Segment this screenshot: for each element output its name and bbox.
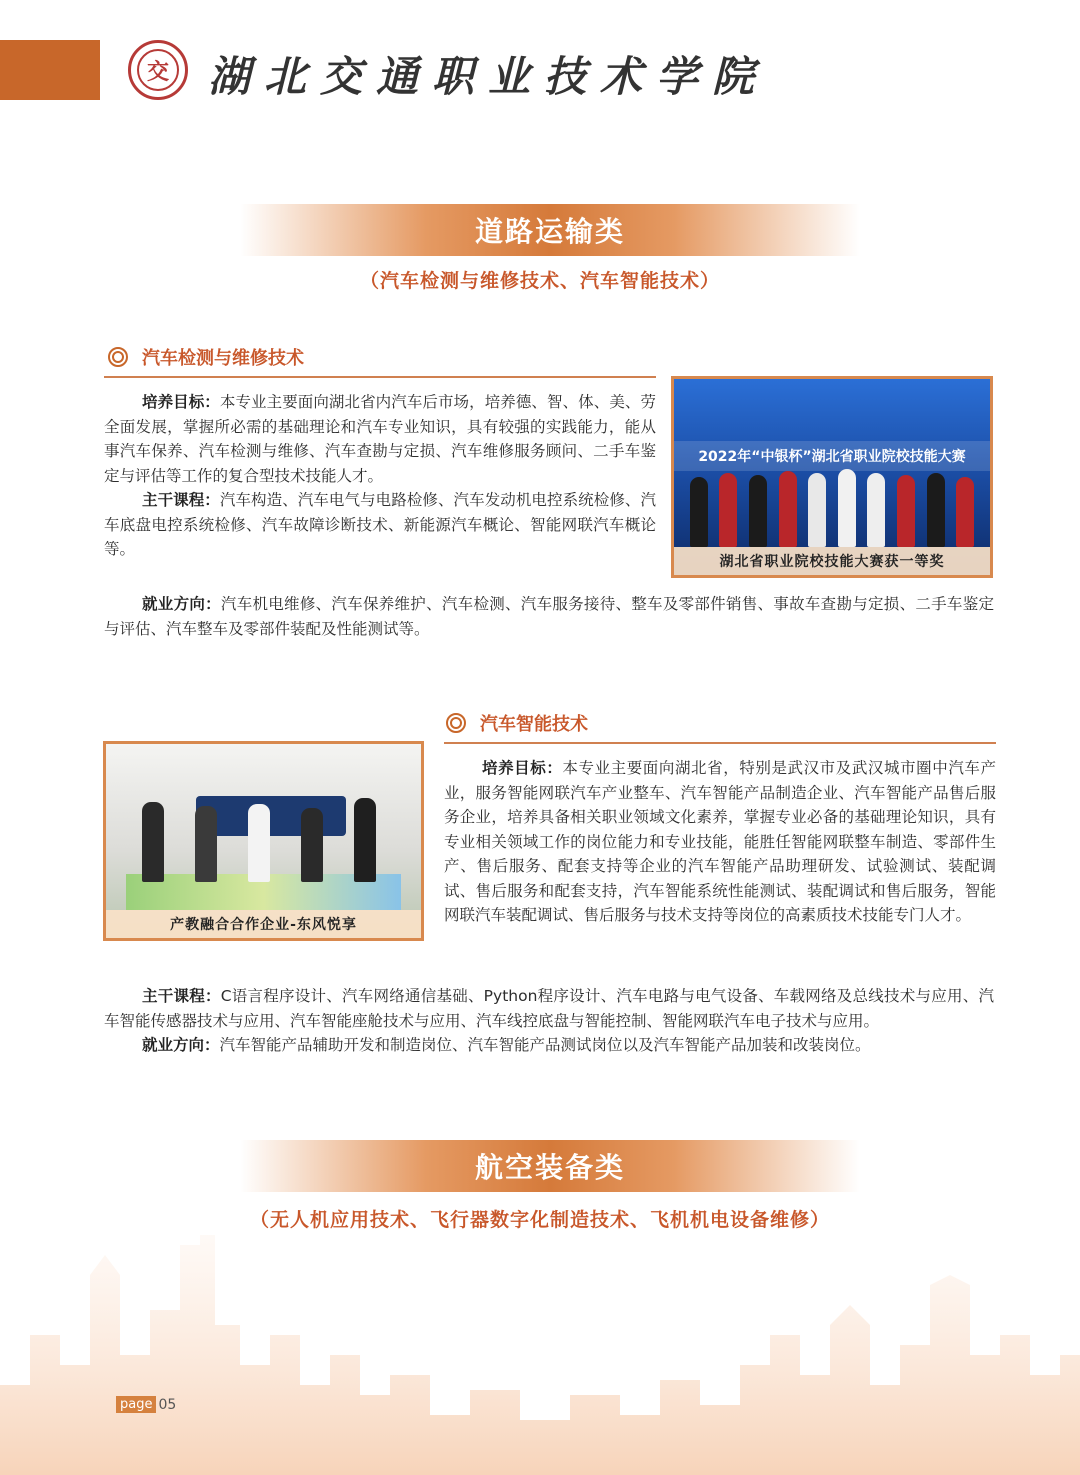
target-icon [108,347,128,367]
section-subtitle: （汽车检测与维修技术、汽车智能技术） [359,270,720,292]
visitor-group [126,792,391,882]
photo-skills-competition [671,376,993,578]
course-label: 主干课程： [142,491,220,509]
major1-goal-paragraph [104,390,656,562]
page-label: page [116,1396,156,1413]
section-banner-road-transport [240,204,860,256]
job-text: 汽车智能产品辅助开发和制造岗位、汽车智能产品测试岗位以及汽车智能产品加装和改装岗位。 [219,1036,871,1054]
major2-course-job-paragraph [104,984,994,1058]
goal-label: 培养目标： [142,393,220,411]
course-label: 主干课程： [142,987,221,1005]
major1-job-paragraph [104,592,994,641]
target-icon [446,713,466,733]
major-title-text: 汽车智能技术 [480,714,588,735]
photo-industry-partner [103,741,424,941]
course-text: C语言程序设计、汽车网络通信基础、Python程序设计、汽车电路与电气设备、车载网络及总线技术与应用、汽车智能传感器技术与应用、汽车智能座舱技术与应用、汽车线控底盘与智能控制、智能网联汽车电子技术与应用。 [104,987,994,1030]
photo-caption: 产教融合合作企业-东风悦享 [106,910,421,938]
section-banner-aviation [240,1140,860,1192]
job-text: 汽车机电维修、汽车保养维护、汽车检测、汽车服务接待、整车及零部件销售、事故车查勘与定损、二手车鉴定与评估、汽车整车及零部件装配及性能测试等。 [104,595,994,638]
section-banner-title: 道路运输类 [474,215,625,248]
goal-text: 本专业主要面向湖北省，特别是武汉市及武汉城市圈中汽车产业，服务智能网联汽车产业整车、汽车智能产品制造企业、汽车智能产品售后服务企业，培养具备相关职业领域文化素养，掌握专业必备的基础理论知识，具有专业相关领域工作的岗位能力和专业技能，能胜任智能网联整车制造、零部件生产、售后服务、配套支持等企业的汽车智能产品助理研发、试验测试、装配调试、售后服务和配套支持，汽车智能系统性能测试、装配调试和售后服务，智能网联汽车装配调试、售后服务与技术支持等岗位的高素质技术技能专门人才。 [444,759,996,924]
header-accent-block [0,40,100,100]
team-group [684,467,980,547]
major-title-smart-vehicle [446,710,588,736]
major2-goal-paragraph [444,756,996,928]
job-label: 就业方向： [142,1036,220,1054]
goal-text: 本专业主要面向湖北省内汽车后市场，培养德、智、体、美、劳全面发展，掌握所必需的基础理论和汽车专业知识，具有较强的实践能力，能从事汽车保养、汽车检测与维修、汽车查勘与定损、汽车维修服务顾问、二手车鉴定与评估等工作的复合型技术技能人才。 [104,393,656,485]
goal-label: 培养目标： [482,759,563,777]
major-title-text: 汽车检测与维修技术 [142,348,304,369]
page-digits: 05 [158,1396,177,1413]
section-subtitle: （无人机应用技术、飞行器数字化制造技术、飞机机电设备维修） [249,1209,830,1231]
divider [104,376,656,378]
logo-mark: 交 [137,49,179,91]
page-number [116,1396,176,1413]
course-text: 汽车构造、汽车电气与电路检修、汽车发动机电控系统检修、汽车底盘电控系统检修、汽车故障诊断技术、新能源汽车概论、智能网联汽车概论等。 [104,491,656,558]
job-label: 就业方向： [142,595,221,613]
school-name: 湖北交通职业技术学院 [208,52,769,101]
school-logo [128,40,188,100]
section-banner-title: 航空装备类 [474,1151,625,1184]
photo-caption: 湖北省职业院校技能大赛获一等奖 [674,547,990,575]
competition-banner: 2022年“中银杯”湖北省职业院校技能大赛 [674,441,990,471]
major-title-auto-inspection [108,344,304,370]
divider [444,742,996,744]
city-skyline-illustration [0,1215,1080,1475]
